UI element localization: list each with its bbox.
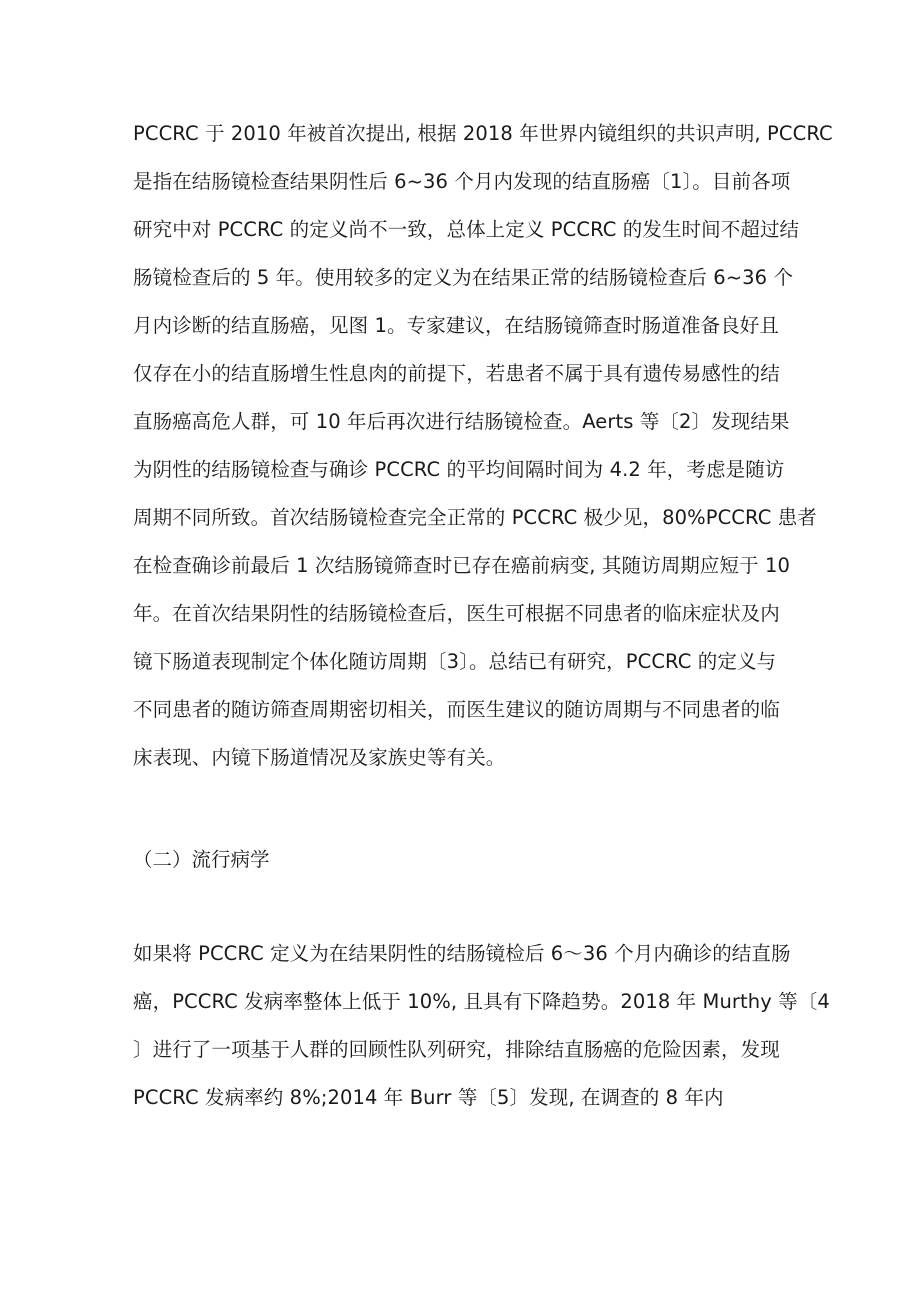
text-line: 研究中对 PCCRC 的定义尚不一致，总体上定义 PCCRC 的发生时间不超过结 (133, 218, 800, 241)
text-line: 年。在首次结果阴性的结肠镜检查后，医生可根据不同患者的临床症状及内 (133, 602, 780, 625)
text-line: 是指在结肠镜检查结果阴性后 6~36 个月内发现的结直肠癌〔1〕。目前各项 (133, 170, 791, 193)
text-line: 直肠癌高危人群，可 10 年后再次进行结肠镜检查。Aerts 等〔2〕发现结果 (133, 410, 790, 433)
text-line: 如果将 PCCRC 定义为在结果阴性的结肠镜检后 6～36 个月内确诊的结直肠 (133, 942, 791, 965)
text-line: 为阴性的结肠镜检查与确诊 PCCRC 的平均间隔时间为 4.2 年，考虑是随访 (133, 458, 785, 481)
text-line: 〕进行了一项基于人群的回顾性队列研究，排除结直肠癌的危险因素，发现 (133, 1038, 780, 1061)
text-line: 癌，PCCRC 发病率整体上低于 10%, 且具有下降趋势。2018 年 Murthy 等〔4 (133, 990, 830, 1013)
text-line: PCCRC 于 2010 年被首次提出, 根据 2018 年世界内镜组织的共识声明, PCCRC (133, 122, 833, 145)
text-line: 在检查确诊前最后 1 次结肠镜筛查时已存在癌前病变, 其随访周期应短于 10 (133, 554, 791, 577)
text-line: 肠镜检查后的 5 年。使用较多的定义为在结果正常的结肠镜检查后 6~36 个 (133, 266, 794, 289)
text-line: 仅存在小的结直肠增生性息肉的前提下，若患者不属于具有遗传易感性的结 (133, 362, 780, 385)
text-line: 床表现、内镜下肠道情况及家族史等有关。 (133, 746, 506, 769)
text-line: PCCRC 发病率约 8%;2014 年 Burr 等〔5〕发现, 在调查的 8 年内 (133, 1086, 724, 1109)
text-line: 周期不同所致。首次结肠镜检查完全正常的 PCCRC 极少见，80%PCCRC 患者 (133, 506, 817, 529)
text-line: 月内诊断的结直肠癌，见图 1。专家建议，在结肠镜筛查时肠道准备良好且 (133, 314, 780, 337)
section-heading: （二）流行病学 (133, 848, 270, 871)
text-line: 不同患者的随访筛查周期密切相关，而医生建议的随访周期与不同患者的临 (133, 698, 780, 721)
text-line: 镜下肠道表现制定个体化随访周期〔3〕。总结已有研究，PCCRC 的定义与 (133, 650, 777, 673)
